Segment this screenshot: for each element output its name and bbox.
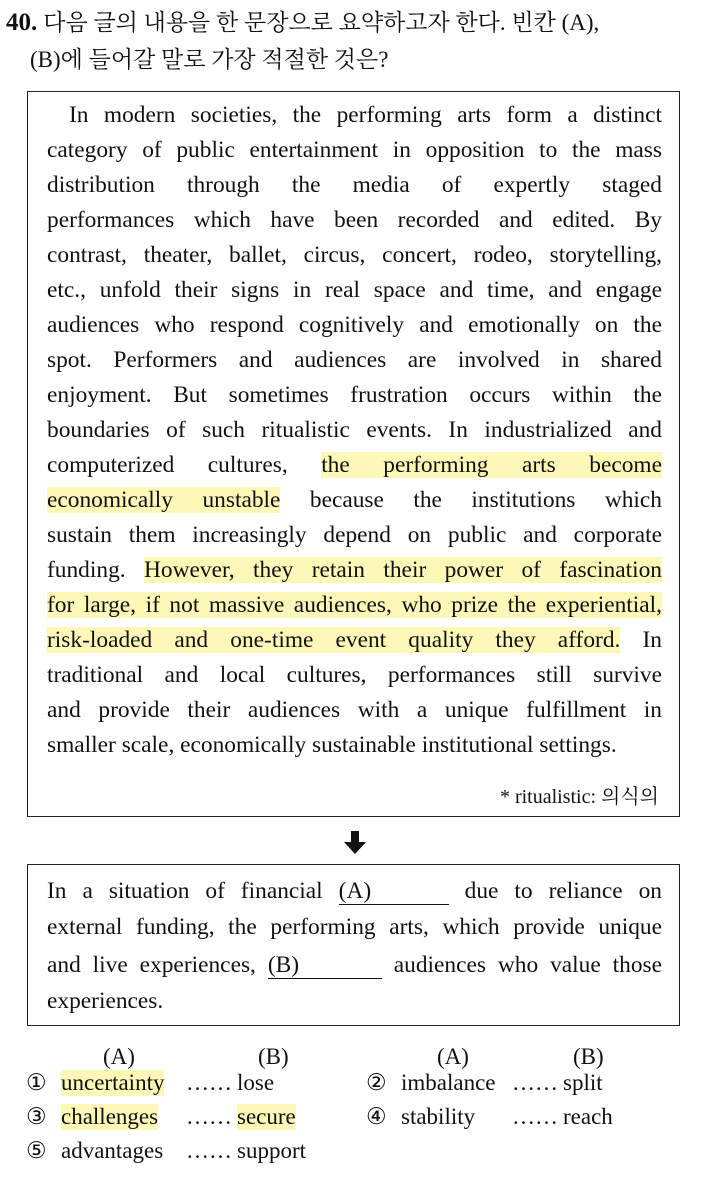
summary-text: In a situation of financial	[47, 878, 323, 904]
passage-line	[47, 413, 662, 448]
passage-text: and provide their audiences with a unique fulfillment in	[47, 697, 662, 723]
footnote: * ritualistic: 의식의	[499, 786, 659, 808]
passage-line	[47, 658, 662, 693]
highlighted-text: the performing arts become	[321, 452, 662, 478]
summary-line	[47, 873, 662, 909]
choice-b: lose	[237, 1070, 275, 1095]
choice-number: ⑤	[26, 1138, 47, 1163]
passage-line	[47, 728, 662, 763]
passage-line	[47, 98, 662, 133]
passage-line	[47, 588, 662, 623]
passage-text: funding.	[47, 557, 145, 583]
choice-separator: ……	[186, 1104, 232, 1129]
choice-a: challenges	[61, 1104, 159, 1129]
passage-text: boundaries of such ritualistic events. In industrialized and	[47, 417, 662, 443]
choice-a: advantages	[61, 1138, 164, 1163]
passage-text: In modern societies, the performing arts form a distinct	[69, 102, 662, 128]
summary-text: audiences who value those	[393, 952, 662, 978]
highlighted-text: However, they retain their power of fascination	[144, 557, 662, 583]
passage-line	[47, 308, 662, 343]
choice-a: stability	[401, 1104, 476, 1129]
column-header-a: (A)	[103, 1044, 135, 1069]
choice-separator: ……	[186, 1138, 232, 1163]
passage-line	[47, 448, 662, 483]
passage-text: computerized cultures,	[47, 452, 322, 478]
question-prompt-line1: 다음 글의 내용을 한 문장으로 요약하고자 한다. 빈칸 (A),	[43, 10, 600, 35]
passage-line	[47, 168, 662, 203]
choice-b: secure	[237, 1104, 296, 1129]
blank-b: (B)	[268, 952, 382, 979]
highlighted-text: economically unstable	[47, 487, 281, 513]
passage-text: because the institutions which	[280, 487, 663, 513]
summary-text: due to reliance on	[464, 878, 662, 904]
question-header	[6, 4, 696, 78]
passage-text: In	[620, 627, 662, 653]
passage-line	[47, 378, 662, 413]
choice-b: reach	[563, 1104, 613, 1129]
summary-line	[47, 909, 662, 945]
choice-separator: ……	[512, 1104, 558, 1129]
question-prompt-line2: (B)에 들어갈 말로 가장 적절한 것은?	[30, 47, 389, 72]
passage-line	[47, 623, 662, 658]
passage-line	[47, 343, 662, 378]
choice-number: ④	[366, 1104, 387, 1129]
passage-line	[47, 203, 662, 238]
passage-text: etc., unfold their signs in real space and time, and engage	[47, 277, 662, 303]
highlighted-text: for large, if not massive audiences, who prize the experiential,	[47, 592, 662, 618]
choice-number: ③	[26, 1104, 47, 1129]
passage-text: category of public entertainment in opposition to the mass	[47, 137, 662, 163]
passage-line	[47, 483, 662, 518]
passage-line	[47, 273, 662, 308]
passage-box	[27, 91, 680, 817]
passage-line	[47, 693, 662, 728]
choice-a: uncertainty	[61, 1070, 165, 1095]
passage-text: audiences who respond cognitively and emotionally on the	[47, 312, 662, 338]
choice-separator: ……	[186, 1070, 232, 1095]
passage-text: contrast, theater, ballet, circus, concert, rodeo, storytelling,	[47, 242, 662, 268]
choice-a: imbalance	[401, 1070, 496, 1095]
summary-box	[27, 864, 680, 1026]
passage-text: spot. Performers and audiences are involved in shared	[47, 347, 662, 373]
blank-a: (A)	[339, 878, 449, 905]
column-header-a: (A)	[437, 1044, 469, 1069]
column-header-b: (B)	[573, 1044, 604, 1069]
passage-text: traditional and local cultures, performances still survive	[47, 662, 662, 688]
passage-text: enjoyment. But sometimes frustration occurs within the	[47, 382, 662, 408]
down-arrow-icon	[343, 830, 367, 856]
choice-b: support	[237, 1138, 306, 1163]
passage-line	[47, 238, 662, 273]
passage-text: sustain them increasingly depend on public and corporate	[47, 522, 662, 548]
passage-text: performances which have been recorded and edited. By	[47, 207, 662, 233]
column-header-b: (B)	[258, 1044, 289, 1069]
passage-line	[47, 133, 662, 168]
summary-line	[47, 983, 662, 1019]
choice-number: ①	[26, 1070, 47, 1095]
passage-text: smaller scale, economically sustainable institutional settings.	[47, 732, 617, 758]
summary-text: experiences.	[47, 988, 164, 1014]
choice-b: split	[563, 1070, 603, 1095]
summary-line	[47, 947, 662, 983]
choice-number: ②	[366, 1070, 387, 1095]
question-number: 40.	[6, 9, 38, 36]
summary-text: external funding, the performing arts, which provide unique	[47, 914, 662, 940]
passage-text: distribution through the media of expertly staged	[47, 172, 662, 198]
choice-separator: ……	[512, 1070, 558, 1095]
passage-line	[47, 518, 662, 553]
summary-text: and live experiences,	[47, 952, 256, 978]
passage-line	[47, 553, 662, 588]
highlighted-text: risk-loaded and one-time event quality they afford.	[47, 627, 621, 653]
